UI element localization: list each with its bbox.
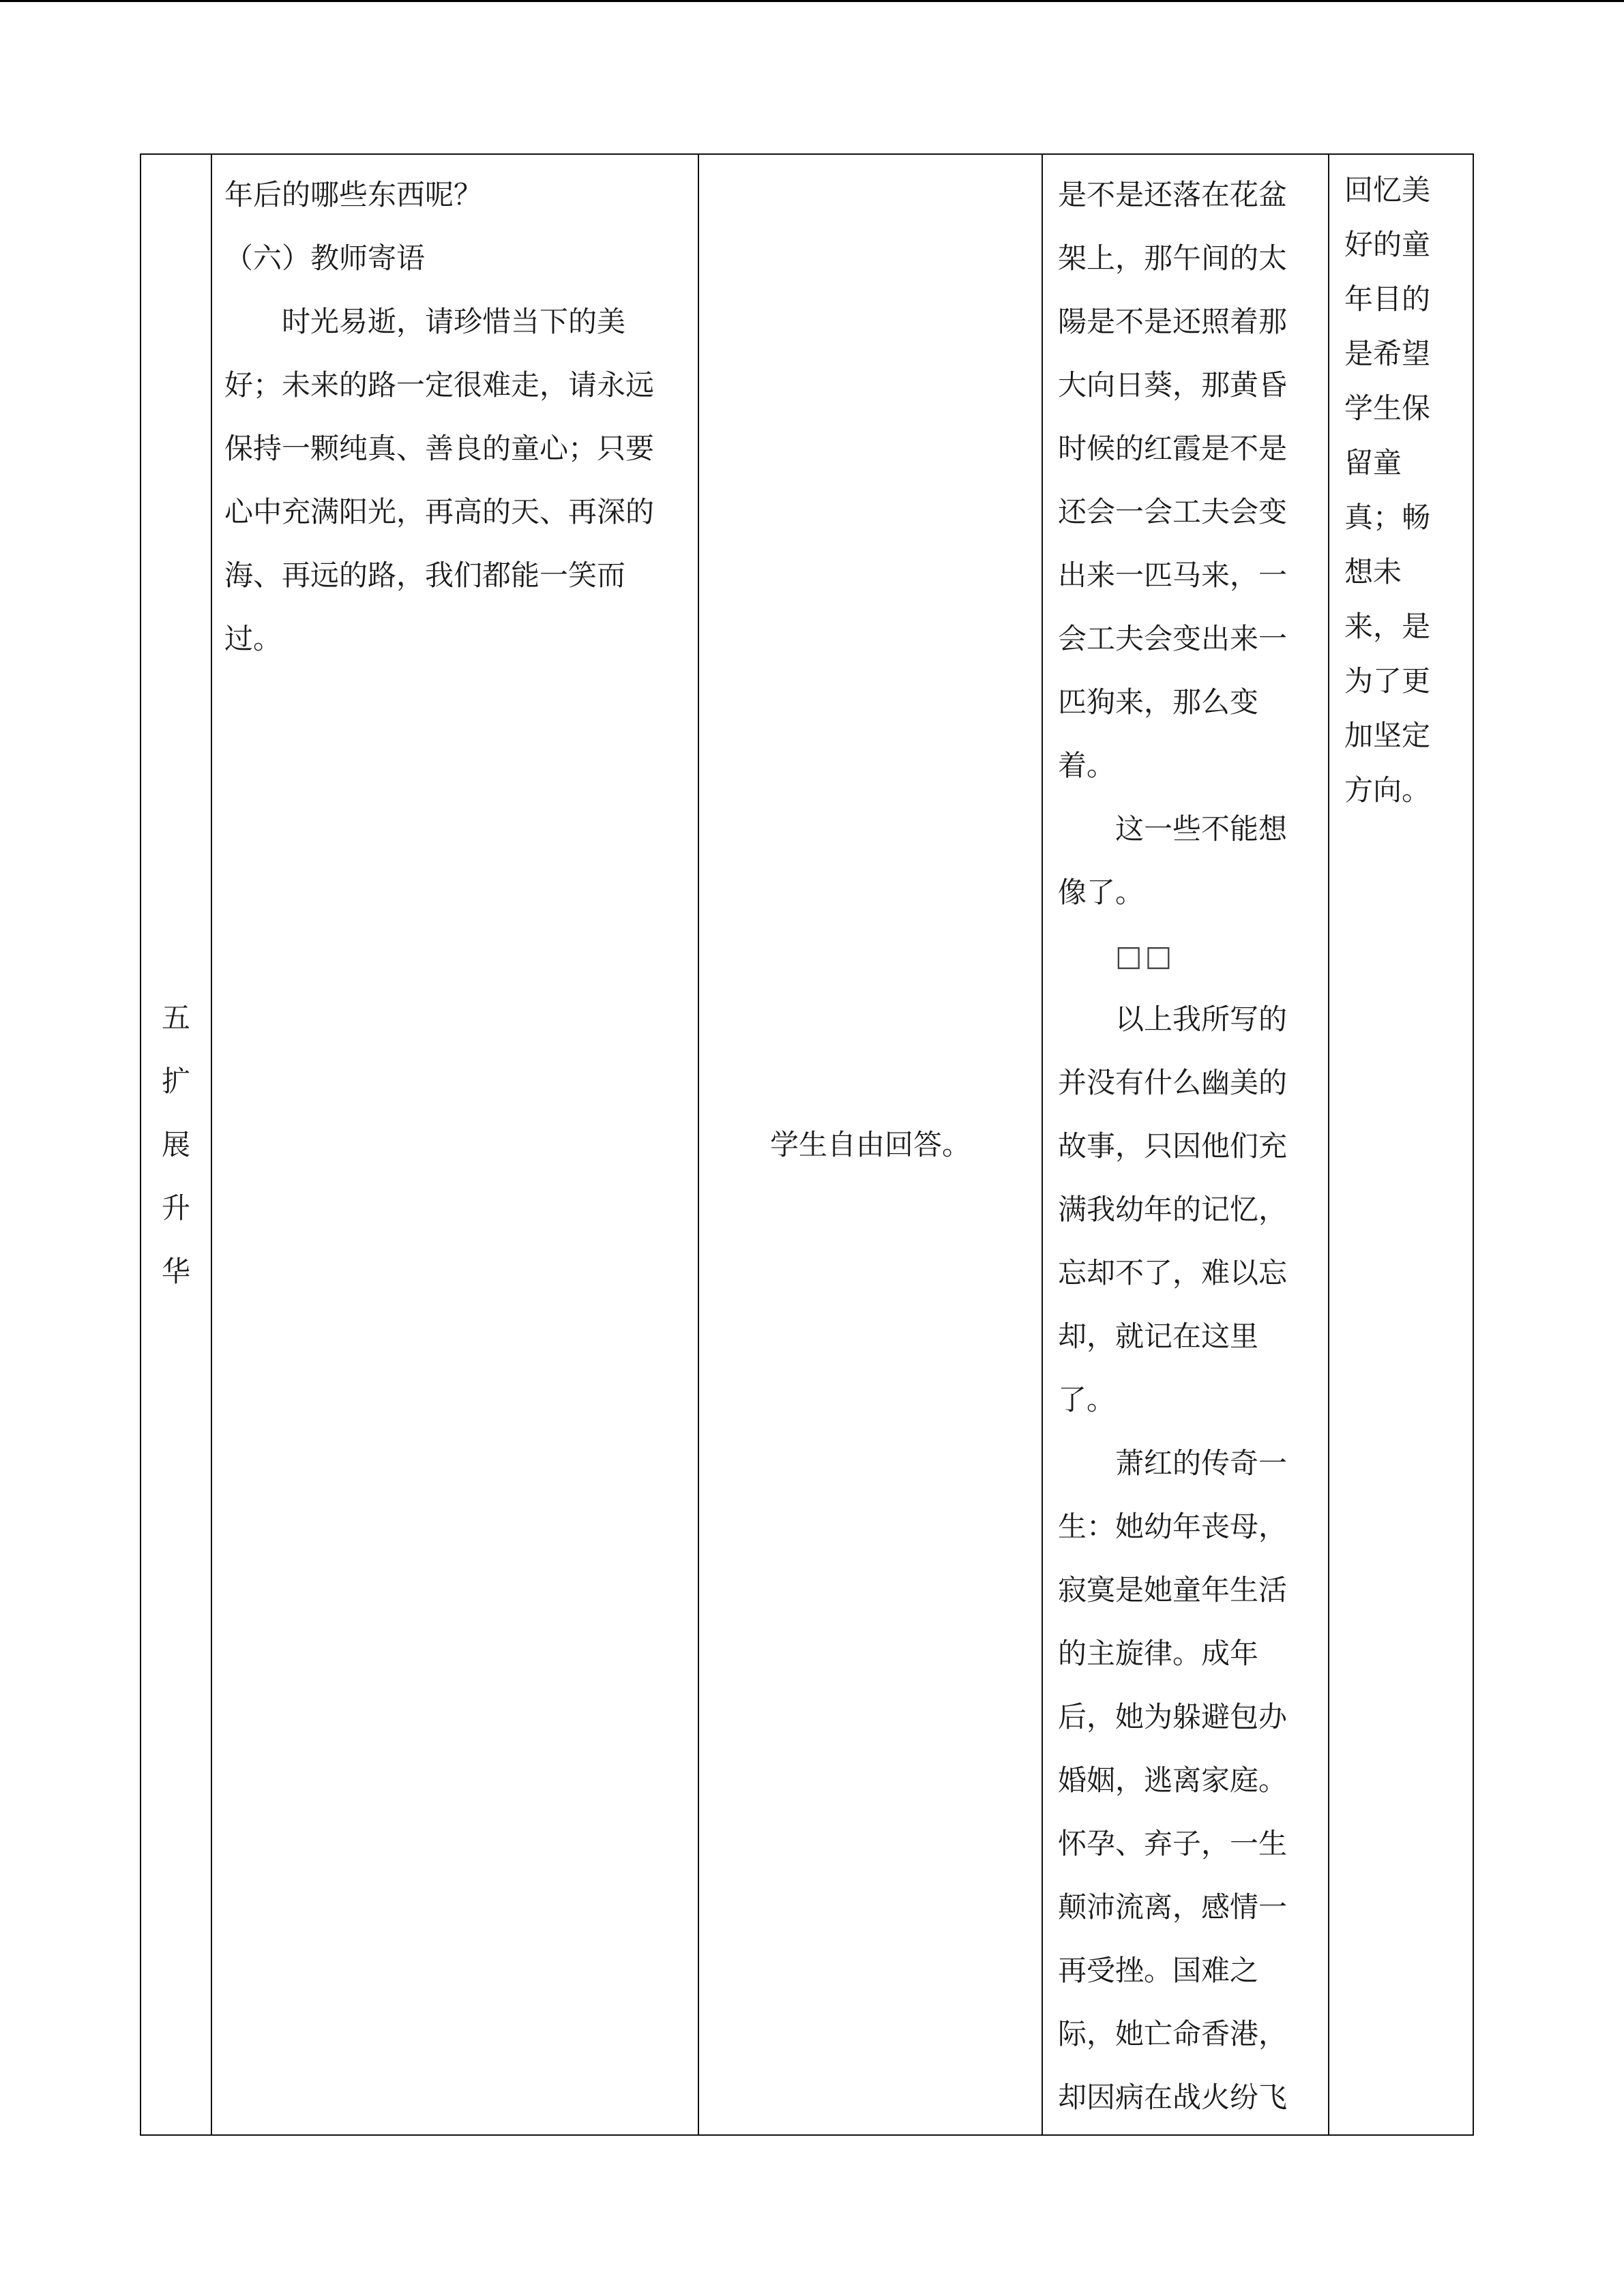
material-paragraph: 这一些不能想像了。	[1058, 812, 1288, 909]
stage-char: 展	[161, 1128, 190, 1161]
student-answer: 学生自由回答。	[769, 1128, 971, 1161]
stage-char: 华	[161, 1255, 190, 1288]
lesson-plan-table	[140, 153, 1474, 2136]
student-activity-cell	[698, 154, 1042, 2135]
reading-material-cell	[1042, 154, 1329, 2135]
design-intent-text: 回忆美好的童年目的是希望学生保留童真；畅想未来，是为了更加坚定方向。	[1344, 173, 1431, 807]
teacher-message: 时光易逝，请珍惜当下的美好；未来的路一定很难走，请永远保持一颗纯真、善良的童心；只要心中充满阳光，再高的天、再深的海、再远的路，我们都能一笑而过。	[224, 305, 655, 655]
page-top-border	[0, 0, 1624, 2]
stage-char: 五	[161, 1001, 190, 1034]
stage-cell	[141, 154, 211, 2135]
table-row	[141, 154, 1473, 2135]
stage-char: 扩	[161, 1064, 190, 1098]
design-intent-cell	[1329, 154, 1473, 2135]
teacher-question-line: 年后的哪些东西呢？	[224, 178, 483, 211]
material-paragraph: 萧红的传奇一生：她幼年丧母，寂寞是她童年生活的主旋律。成年后，她为躲避包办婚姻，逃离家庭。怀孕、弃子，一生颠沛流离，感情一再受挫。国难之际，她亡命香港，却因病在战火纷飞	[1058, 1446, 1288, 2114]
material-paragraph: 是不是还落在花盆架上，那午间的太陽是不是还照着那大向日葵，那黄昏时候的红霞是不是还会一会工夫会变出来一匹马来，一会工夫会变出来一匹狗来，那么变着。	[1058, 178, 1288, 782]
material-placeholder-glyphs: □□	[1115, 939, 1175, 972]
teacher-section-heading: （六）教师寄语	[224, 241, 426, 275]
teacher-activity-cell	[211, 154, 698, 2135]
material-paragraph: 以上我所写的并没有什么幽美的故事，只因他们充满我幼年的记忆，忘却不了，难以忘却，就记在这里了。	[1058, 1002, 1288, 1416]
stage-char: 升	[161, 1191, 190, 1225]
